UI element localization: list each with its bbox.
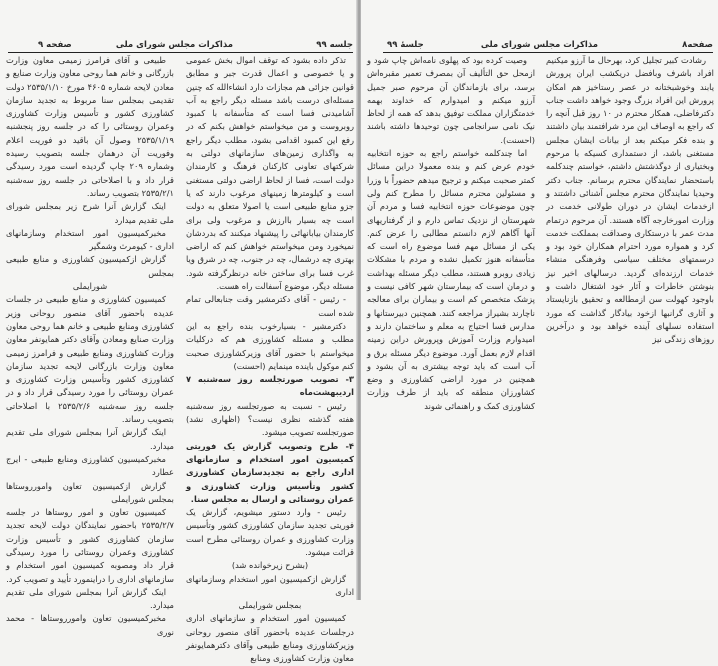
text-column-left [367, 54, 535, 413]
paragraph: کمیسیون تعاون و امور روستاها در جلسه ۲۵۳۵/۲/۷ باحضور نمایندگان دولت لایحه تجدید سازمان کشاورزی کشور و تأسیس وزارت کشاورزی وعمران روستائی را مورد رسیدگی قرار داد ومصوبه کمیسیون امور استخدام و سازمانهای اداری را دراینمورد تأیید و تصویب کرد. [6, 507, 174, 584]
paragraph: مخبرکمیسیون تعاون وامورروستاها - محمد نوری [6, 613, 174, 637]
page-header [8, 40, 353, 53]
text-column-left [6, 54, 174, 639]
page-title: مذاکرات مجلس شورای ملی [480, 40, 598, 50]
text-column-right [546, 54, 714, 347]
paragraph: اینک گزارش آنرا بمجلس شورای ملی تقدیم میدارد. [6, 427, 174, 451]
paragraph: گزارش ازکمیسیون کشاورزی و منابع طبیعی بمجلس [6, 254, 174, 278]
centered-line: (بشرح زیرخوانده شد) [231, 560, 309, 571]
paragraph: مخبرکمیسیون امور استخدام وسازمانهای اداری - کیومرث وشمگیر [6, 227, 174, 252]
page-title: مذاکرات مجلس شورای ملی [115, 40, 233, 50]
paragraph: طبیعی و آقای فرامرز زمیمی معاون وزارت بازرگانی و خانم هما روحی معاون وزارت صنایع و معادن لایحه شماره ۴۶۰۵ مورخ ۲۵۳۵/۱/۱۰ دولت تقدیمی بمجلس سنا مربوط به تجدید سازمان کشاورزی کشور و تأسیس وزارت کشاورزی وعمران روستائی را که در جلسه روز پنجشنبه ۲۵۳۵/۱/۱۹ وصول آن باقید دو فوریت اعلام وفوریت آن درهمان جلسه بتصویب رسیده وشماره ۲۰۹ چاپ گردیده است مورد رسیدگی قرار داد و با اصلاحاتی در جلسه روز سه‌شنبه ۲۵۳۵/۲/۱ بتصویب رساند. [6, 55, 175, 198]
page-header [383, 40, 713, 53]
left-page [0, 0, 358, 664]
paragraph: دکترمشیر - بسیارخوب بنده راجع به این مطلب و مسئله کشاورزی هم که درکلیات میخواستم با حضور آقای وزیرکشاورزی صحبت کنم موکول باینده مینمایم (احسنت) [186, 320, 354, 371]
session-number: جلسه ۹۹ [316, 40, 353, 50]
paragraph: اما چندکلمه خواستم راجع به حوزه انتخابیه خودم عرض کنم و بنده معمولا دراین مسائل کمتر صحبت میکنم و ترجیح میدهم حضوراً با وزرا و مسئولین محترم مسائل را مطرح کنم ولی چون موضوعات حوزه انتخابیه فسا و مردم آن شهرستان از نزدیک تماس دارم و از گرفتاریهای آنها آگاهم لازم دانستم مطالبی را عرض کنم. یکی از مسائل مهم فسا موضوع راه است که متأسفانه هنوز تکمیل نشده و مردم با مشکلات زیادی روبرو هستند، مطلب دیگر مسئله بهداشت و درمان است که بیمارستان شهر کافی نیست و پزشک متخصص کم است و بیماران برای معالجه ناچارند بشیراز مراجعه کنند. همچنین دبیرستانها و مدارس فسا احتیاج به معلم و ساختمان دارند و امیدوارم وزارت آموزش وپرورش دراین زمینه اقدام لازم بعمل آورد. موضوع دیگر مسئله برق و آب است که باید توجه بیشتری به آن بشود و همچنین در مورد اراضی کشاورزی و وضع کشاورزان منطقه که باید از طرف وزارت کشاورزی کمک و راهنمائی شوند [367, 148, 535, 411]
paragraph: گزارش ازکمیسیون امور استخدام وسازمانهای اداری [186, 573, 354, 597]
paragraph: کمیسیون امور استخدام و سازمانهای اداری درجلسات عدیده باحضور آقای منصور روحانی وزیرکشاورزی ومنابع طبیعی وآقای دکترهمایونفر معاون وزارت کشاورزی ومنابع [186, 613, 354, 664]
section-heading: ۴- طرح وتصویب گزارش یک فوریتی کمیسیون امور استخدام و سازمانهای اداری راجع به تجدیدسازمان کشاورزی کشور وتأسیس وزارت کشاورزی و عمران روستائی و ارسال به مجلس سنا. [186, 440, 354, 504]
paragraph: - رئیس - آقای دکترمشیر وقت جنابعالی تمام شده است [186, 294, 354, 318]
paragraph: گزارش ازکمیسیون تعاون وامورروستاها بمجلس شورایملی [6, 480, 174, 504]
right-page [361, 0, 718, 600]
paragraph: رئیس - وارد دستور میشویم، گزارش یک فوریتی تجدید سازمان کشاورزی کشور وتأسیس وزارت کشاورزی و عمران روستائی مطرح است قرائت میشود. [186, 507, 354, 557]
paragraph: تذکر داده بشود که توقف اموال بخش عمومی و یا خصوصی و اعمال قدرت جبر و مطابق قوانین جزائی هم مجازات دارد انشاءالله که چنین مسئله‌ای درست باشد مسئله دیگر راجع به آب آشامیدنی فسا است که متأسفانه با کمبود روبروست و من میخواستم خواهش بکنم که در رفع این کمبود اقدامی بشود، مطلب دیگر راجع به واگذاری زمین‌های سازمانهای دولتی به شرکتهای تعاونی کارکنان فرهنگ و کارمندان دولت است، فسا از لحاظ اراضی دولتی مستغنی است و کیلومترها زمینهای مرغوب دارند که یا جزو منابع طبیعی است یا اصولا متعلق به دولت است چه بسیار باارزش و مرغوب ولی برای کارمندان بیابانهائی را پیشنهاد میکنند که بدردشان نمیخورد ومن میخواستم خواهش کنم که اراضی بهتری چه درشمال، چه در جنوب، چه در شرق ویا غرب فسا برای ساختن خانه درنظرگرفته شود. مسئله دیگر، موضوع آسفالت راه هست. [186, 55, 354, 292]
paragraph: مخبرکمیسیون کشاورزی ومنابع طبیعی - ایرج عطارد [6, 453, 174, 478]
paragraph: رشادت کبیر تجلیل کرد، بهرحال ما آرزو میکنیم افراد باشرف وبافضل دریکشب ایران پرورش یابند وخوشبختانه در عصر رستاخیز هم امکان پرورش این افراد بزرگ وجود خواهد داشت جناب دکترفاضلی، همکار محترم در ۱۰ روز قبل آنچه را که راجع به اوصاف این مرد شرافتمند بیان داشتند و بنده فکر میکنم بعد از بیانات ایشان مجلس مستغنی باشد، از دستمداری کسیکه با مرحوم وبختیاری از دوگذشتش داشتم، خواستم چندکلمه باستحضار نمایندگان محترم برسانم. جناب دکتر وحیدیا نمایندگان محترم مجلس آشنائی داشتند و ازخدمات ایشان در دوران طولانی خدمت در وزارت امورخارجه آگاه هستند. آن مرحوم درتمام مدت عمر با درستکاری وصداقت بمملکت خدمت کرد و همواره مورد احترام همکاران خود بود و درسمتهای مختلف سیاسی وفرهنگی منشاء خدمات ارزنده‌ای گردید. درسالهای اخیر نیز بنوشتن خاطرات و آثار خود اشتغال داشت و باوجود کهولت سن ازمطالعه و تحقیق بازنایستاد و آثاری گرانبها ازخود بیادگار گذاشت که مورد استفاده نسلهای آینده خواهد بود و درآخرین روزهای زندگی نیز [546, 55, 714, 345]
page-number: صفحه۸ [682, 40, 713, 50]
paragraph: وصیت کرده بود که پهلوی نامه‌اش چاپ شود و ازمحل حق التألیف آن بمصرف تعمیر مقبره‌اش برسد، برای بازماندگان آن مرحوم صبر جمیل آرزو میکنم و امیدوارم که خداوند بهمه خدمتگزاران مملکت توفیق بدهد که همه از لحاظ نیک نامی سرانجامی چون توحیدها داشته باشند (احسنت). [367, 55, 535, 145]
section-heading: ۳- تصویب صورتجلسه روز سه‌شنبه ۷ اردیبهشت‌ماه [186, 374, 354, 398]
paragraph: اینک گزارش آنرا بمجلس شورای ملی تقدیم میدارد. [6, 586, 174, 611]
centered-line: بمجلس شورایملی [238, 600, 302, 611]
page-number: صفحه ۹ [38, 40, 72, 50]
paragraph: کمیسیون کشاورزی و منابع طبیعی در جلسات عدیده باحضور آقای منصور روحانی وزیر کشاورزی ومنابع طبیعی و خانم هما روحی معاون وزارت صنایع ومعادن وآقای دکتر همایونفر معاون وزارت کشاورزی ومنابع طبیعی و فرامرز زمیمی معاون وزارت بازرگانی لایحه تجدید سازمان کشاورزی کشور وتأسیس وزارت کشاورزی و عمران روستائی را مورد رسیدگی قرار داد و در جلسه روز سه‌شنبه ۲۵۳۵/۲/۶ با اصلاحاتی بتصویب رساند. [6, 294, 175, 425]
session-number: جلسهٔ ۹۹ [387, 40, 424, 50]
centered-line: شورایملی [72, 281, 108, 292]
paragraph: اینک گزارش آنرا شرح زیر بمجلس شورای ملی تقدیم میدارد [6, 201, 174, 225]
text-column-right [186, 54, 354, 666]
paragraph: رئیس - نسبت به صورتجلسه روز سه‌شنبه هفته گذشته نظری نیست؟ (اظهاری نشد) صورتجلسه تصویب میشود. [186, 400, 354, 438]
